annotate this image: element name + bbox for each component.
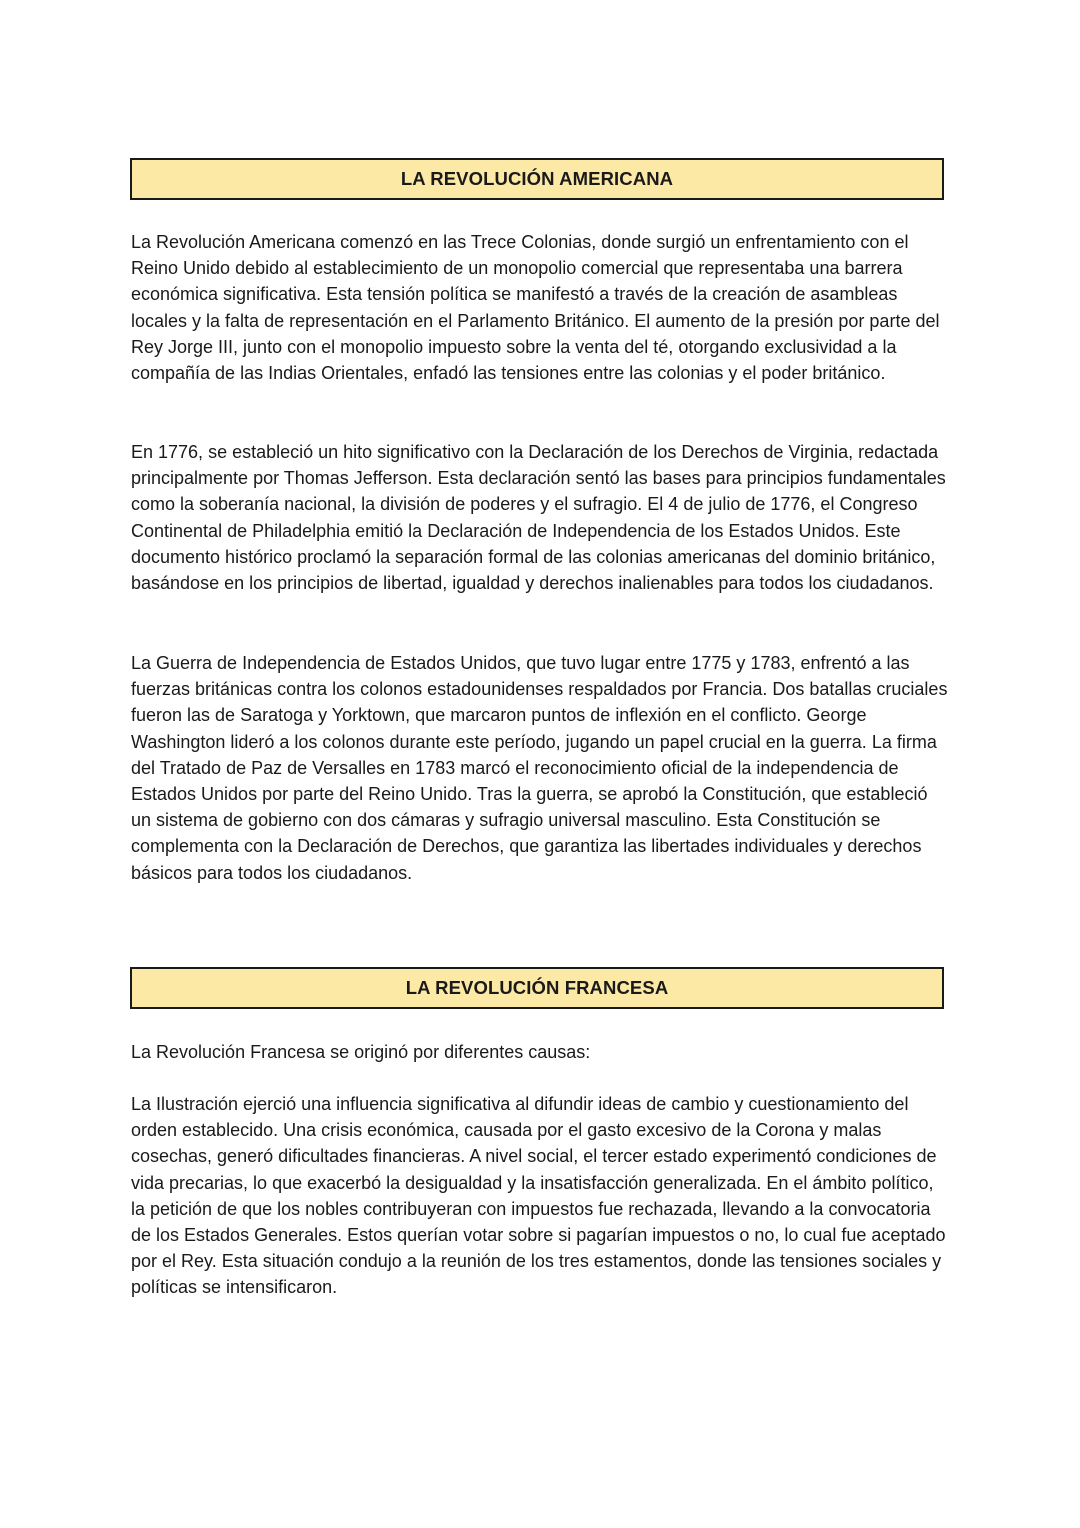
paragraph-war-of-independence: La Guerra de Independencia de Estados Unidos, que tuvo lugar entre 1775 y 1783, enfrentó a las fuerzas británicas contra los colonos estadounidenses respaldados por Francia. Dos batallas cruciales fueron las de Saratoga y Yorktown, que marcaron puntos de inflexión en el conflicto. George Washington lideró a los colonos durante este período, jugando un papel crucial en la guerra. La firma del Tratado de Paz de Versalles en 1783 marcó el reconocimiento oficial de la independencia de Estados Unidos por parte del Reino Unido. Tras la guerra, se aprobó la Constitución, que estableció un sistema de gobierno con dos cámaras y sufragio universal masculino. Esta Constitución se complementa con la Declaración de Derechos, que garantiza las libertades individuales y derechos básicos para todos los ciudadanos. — [131, 653, 948, 883]
section-title-american-revolution: LA REVOLUCIÓN AMERICANA — [130, 158, 944, 200]
paragraph-causes-american-revolution: La Revolución Americana comenzó en las Trece Colonias, donde surgió un enfrentamiento con el Reino Unido debido al establecimiento de un monopolio comercial que representaba una barrera económica significativa. Esta tensión política se manifestó a través de la creación de asambleas locales y la falta de representación en el Parlamento Británico. El aumento de la presión por parte del Rey Jorge III, junto con el monopolio impuesto sobre la venta del té, otorgando exclusividad a la compañía de las Indias Orientales, enfadó las tensiones entre las colonias y el poder británico. — [131, 232, 940, 384]
paragraph-french-causes: La Ilustración ejerció una influencia significativa al difundir ideas de cambio y cuestionamiento del orden establecido. Una crisis económica, causada por el gasto excesivo de la Corona y malas cosechas, generó dificultades financieras. A nivel social, el tercer estado experimentó condiciones de vida precarias, lo que exacerbó la desigualdad y la insatisfacción generalizada. En el ámbito político, la petición de que los nobles contribuyeran con impuestos fue rechazada, llevando a la convocatoria de los Estados Generales. Estos querían votar sobre si pagarían impuestos o no, lo cual fue aceptado por el Rey. Esta situación condujo a la reunión de los tres estamentos, donde las tensiones sociales y políticas se intensificaron. — [131, 1094, 946, 1298]
paragraph-declaration-1776: En 1776, se estableció un hito significativo con la Declaración de los Derechos de Virginia, redactada principalmente por Thomas Jefferson. Esta declaración sentó las bases para principios fundamentales como la soberanía nacional, la división de poderes y el sufragio. El 4 de julio de 1776, el Congreso Continental de Philadelphia emitió la Declaración de Independencia de los Estados Unidos. Este documento histórico proclamó la separación formal de las colonias americanas del dominio británico, basándose en los principios de libertad, igualdad y derechos inalienables para todos los ciudadanos. — [131, 442, 946, 594]
section-title-french-revolution: LA REVOLUCIÓN FRANCESA — [130, 967, 944, 1009]
paragraph-french-intro: La Revolución Francesa se originó por diferentes causas: — [131, 1042, 591, 1062]
